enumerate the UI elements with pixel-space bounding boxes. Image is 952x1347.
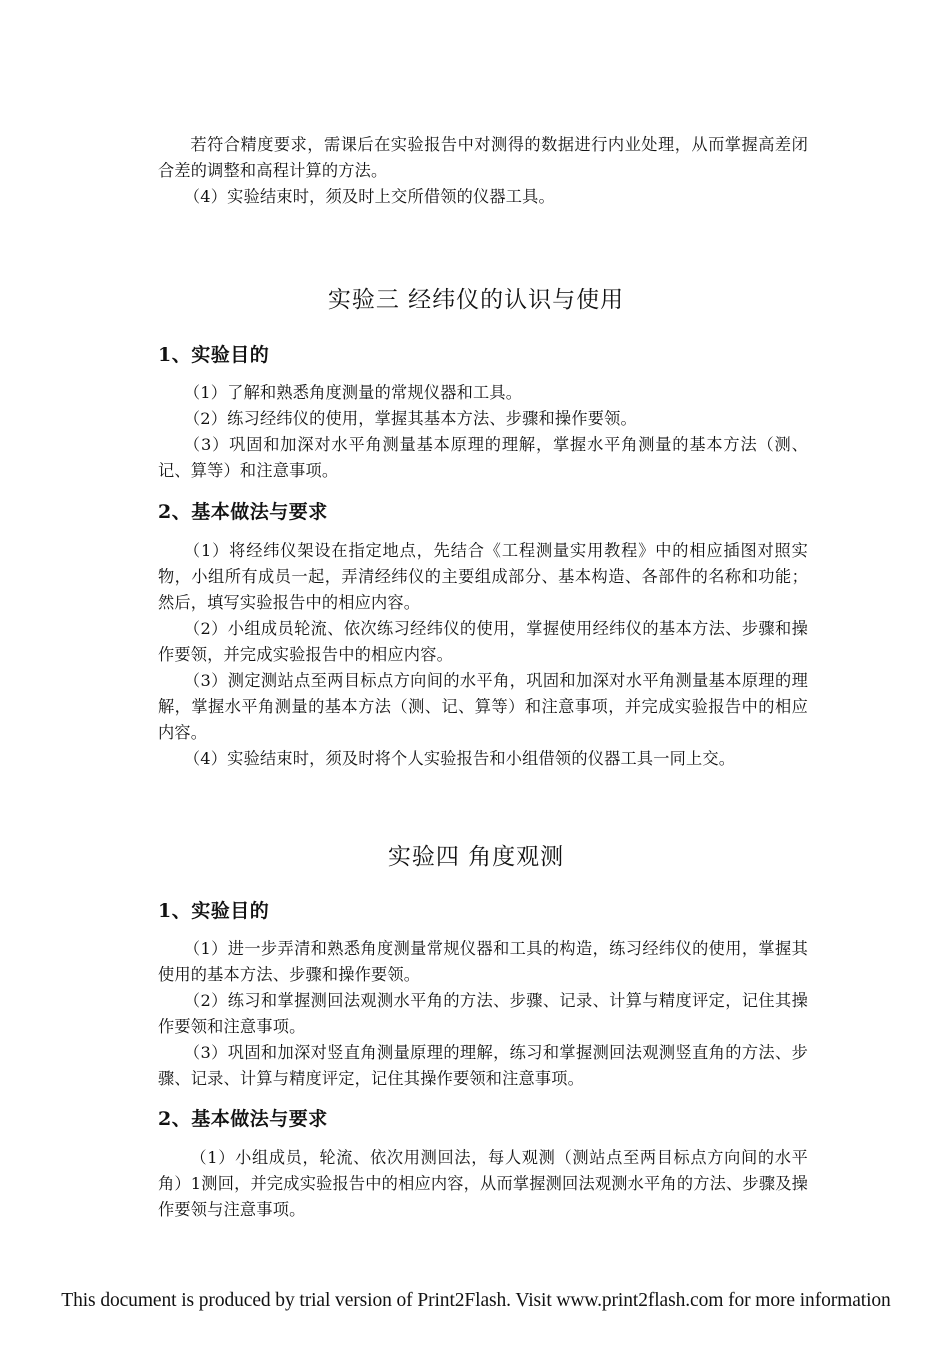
trial-watermark-footer: This document is produced by trial version of Print2Flash. Visit www.print2flash.com for more information: [61, 1290, 891, 1311]
exp4-method-list: [158, 1145, 808, 1223]
exp3-method-list: [158, 538, 808, 772]
exp3-method-heading: 2、基本做法与要求: [158, 501, 328, 523]
intro-paragraph-1: 若符合精度要求，需课后在实验报告中对测得的数据进行内业处理，从而掌握高差闭合差的调整和高程计算的方法。: [158, 135, 808, 180]
exp4-purpose-item: （3）巩固和加深对竖直角测量原理的理解，练习和掌握测回法观测竖直角的方法、步骤、记录、计算与精度评定，记住其操作要领和注意事项。: [158, 1043, 808, 1088]
exp3-purpose-item: （3）巩固和加深对水平角测量基本原理的理解，掌握水平角测量的基本方法（测、记、算等）和注意事项。: [158, 435, 808, 480]
exp3-method-item: （1）将经纬仪架设在指定地点，先结合《工程测量实用教程》中的相应插图对照实物，小组所有成员一起，弄清经纬仪的主要组成部分、基本构造、各部件的名称和功能；然后，填写实验报告中的相应内容。: [158, 541, 808, 612]
exp3-method-item: （2）小组成员轮流、依次练习经纬仪的使用，掌握使用经纬仪的基本方法、步骤和操作要领，并完成实验报告中的相应内容。: [158, 619, 808, 664]
exp4-method-item: （1）小组成员，轮流、依次用测回法，每人观测（测站点至两目标点方向间的水平角）1测回，并完成实验报告中的相应内容，从而掌握测回法观测水平角的方法、步骤及操作要领与注意事项。: [158, 1148, 808, 1219]
exp3-purpose-list: [158, 380, 808, 484]
exp3-method-item: （3）测定测站点至两目标点方向间的水平角，巩固和加深对水平角测量基本原理的理解，掌握水平角测量的基本方法（测、记、算等）和注意事项，并完成实验报告中的相应内容。: [158, 671, 808, 742]
exp3-purpose-item: （2）练习经纬仪的使用，掌握其基本方法、步骤和操作要领。: [183, 409, 637, 428]
exp4-purpose-item: （1）进一步弄清和熟悉角度测量常规仪器和工具的构造，练习经纬仪的使用，掌握其使用的基本方法、步骤和操作要领。: [158, 939, 808, 984]
exp4-purpose-heading: 1、实验目的: [158, 900, 270, 922]
exp4-purpose-item: （2）练习和掌握测回法观测水平角的方法、步骤、记录、计算与精度评定，记住其操作要领和注意事项。: [158, 991, 808, 1036]
exp3-purpose-item: （1）了解和熟悉角度测量的常规仪器和工具。: [183, 383, 523, 402]
intro-paragraph-2: （4）实验结束时，须及时上交所借领的仪器工具。: [183, 187, 555, 206]
exp3-purpose-heading: 1、实验目的: [158, 344, 270, 366]
experiment-3-title: 实验三 经纬仪的认识与使用: [327, 287, 625, 313]
exp3-method-item: （4）实验结束时，须及时将个人实验报告和小组借领的仪器工具一同上交。: [183, 749, 736, 768]
exp4-purpose-list: [158, 936, 808, 1092]
experiment-4-title: 实验四 角度观测: [387, 844, 565, 870]
intro-section: [158, 132, 808, 210]
exp4-method-heading: 2、基本做法与要求: [158, 1108, 328, 1130]
